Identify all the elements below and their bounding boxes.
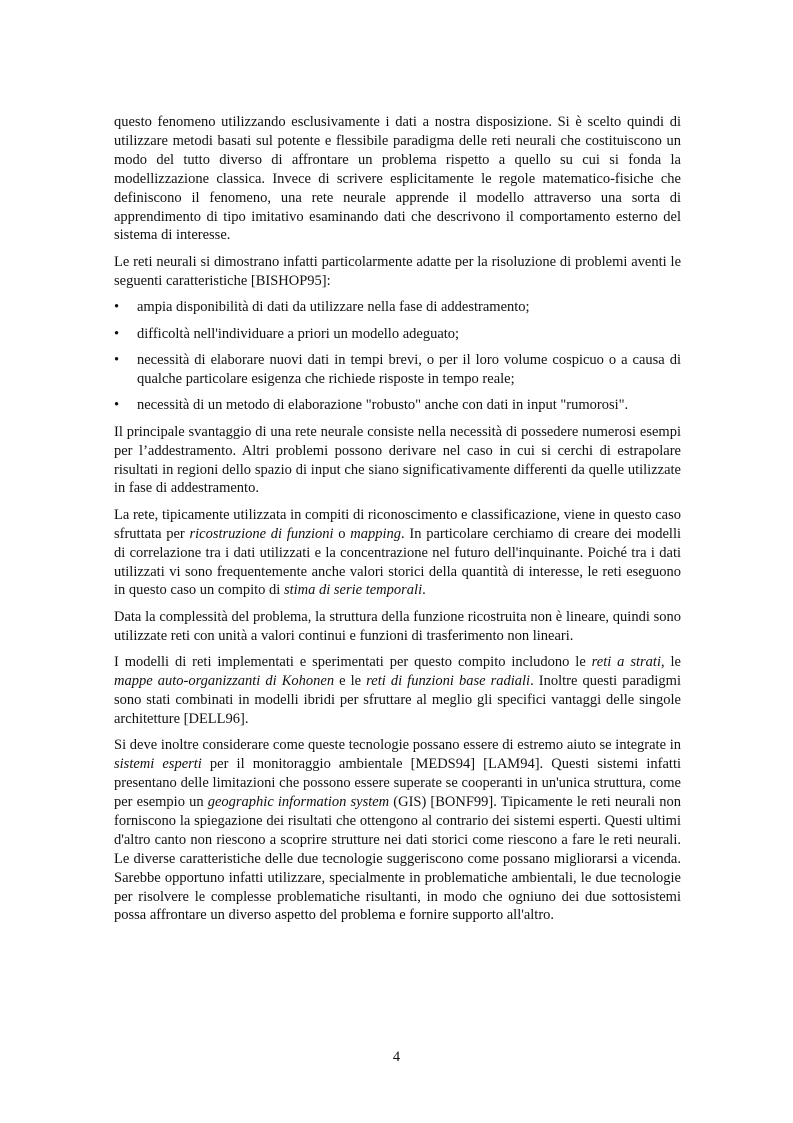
text-run: . (422, 582, 426, 599)
page-number: 4 (392, 1049, 401, 1065)
italic-term: mapping (350, 525, 402, 542)
text-run: . Inoltre questi paradigmi sono stati combinati in modelli ibridi per sfruttare al meglio gli specifici vantaggi delle singole architetture [DELL96]. (114, 673, 681, 727)
bullet-icon: • (114, 325, 120, 342)
text-run: I modelli di reti implementati e sperimentati per questo compito includono le (114, 654, 592, 671)
list-item-text: necessità di elaborare nuovi dati in tempi brevi, o per il loro volume cospicuo o a causa di qualche particolare esigenza che richiede risposte in tempo reale; (137, 351, 681, 387)
text-run: , le (660, 654, 681, 671)
italic-term: geographic information system (207, 794, 390, 810)
list-item (114, 396, 681, 415)
text-run: o (333, 525, 351, 542)
paragraph-1: questo fenomeno utilizzando esclusivamente i dati a nostra disposizione. Si è scelto quindi di utilizzare metodi basati sul potente e flessibile paradigma delle reti neurali che costituiscono un modo del tutto diverso di affrontare un problema rispetto a quello su cui si fonda la modellizzazione classica. Invece di scrivere esplicitamente le regole matematico-fisiche che definiscono il fenomeno, una rete neurale apprende il modello attraverso una sorta di apprendimento di tipo imitativo esaminando dati che descrivono il comportamento esterno del sistema di interesse. (114, 114, 681, 244)
list-item-text: difficoltà nell'individuare a priori un modello adeguato; (137, 325, 460, 342)
paragraph-2: Le reti neurali si dimostrano infatti particolarmente adatte per la risoluzione di problemi aventi le seguenti caratteristiche [BISHOP95]: (114, 253, 681, 289)
text-run: per il monitoraggio ambientale [MEDS94] [LAM94]. Questi sistemi infatti presentano delle limitazioni che possono essere superate se cooperanti in un'unica struttura, come per esempio un (114, 756, 681, 810)
body-text (114, 113, 681, 933)
italic-term: mappe auto-organizzanti di Kohonen (114, 673, 335, 690)
text-run: La rete, tipicamente utilizzata in compiti di riconoscimento e classificazione, viene in questo caso sfruttata per (114, 506, 681, 542)
bullet-icon: • (114, 397, 120, 414)
paragraph-7 (114, 736, 681, 925)
list-item (114, 351, 681, 389)
italic-term: stima di serie temporali (283, 582, 423, 599)
paragraph-5: Data la complessità del problema, la struttura della funzione ricostruita non è lineare, quindi sono utilizzate reti con unità a valori continui e funzioni di trasferimento non lineari. (114, 608, 681, 644)
list-item (114, 298, 681, 317)
italic-term: reti a strati (591, 654, 661, 671)
characteristics-list (114, 298, 681, 415)
text-run: (GIS) [BONF99]. Tipicamente le reti neurali non forniscono la spiegazione dei risultati che ottengono al contrario dei sistemi esperti. Questi ultimi d'altro canto non riescono a scoprire strutture nei dati storici come riescono a fare le reti neurali. Le diverse caratteristiche delle due tecnologie suggeriscono come possano migliorarsi a vicenda. Sarebbe opportuno infatti utilizzare, specialmente in problematiche ambientali, le due tecnologie per risolvere le complesse problematiche risultanti, in modo che ogniuno dei due sottosistemi possa affrontare un diverso aspetto del problema e fornire supporto all'altro. (114, 794, 681, 924)
italic-term: reti di funzioni base radiali (366, 673, 531, 690)
text-run: . In particolare cerchiamo di creare dei modelli di correlazione tra i dati utilizzati e la concentrazione nel futuro dell'inquinante. Poiché tra i dati utilizzati vi sono frequentemente anche valori storici della quantità di interesse, le reti eseguono in questo caso un compito di (114, 525, 682, 599)
paragraph-6 (114, 653, 681, 729)
text-run: Si deve inoltre considerare come queste tecnologie possano essere di estremo aiuto se integrate in (114, 737, 681, 754)
italic-term: sistemi esperti (114, 756, 202, 773)
bullet-icon: • (114, 351, 120, 368)
paragraph-3: Il principale svantaggio di una rete neurale consiste nella necessità di possedere numerosi esempi per l’addestramento. Altri problemi possono derivare nel caso in cui si cerchi di estrapolare risultati in regioni dello spazio di input che siano significativamente differenti da quelle utilizzate in fase di addestramento. (114, 423, 681, 497)
bullet-icon: • (114, 299, 120, 316)
text-run: e le (334, 673, 367, 690)
list-item-text: necessità di un metodo di elaborazione "robusto" anche con dati in input "rumorosi". (137, 397, 629, 414)
italic-term: ricostruzione di funzioni (189, 525, 334, 542)
paragraph-4 (114, 506, 681, 601)
list-item (114, 325, 681, 344)
list-item-text: ampia disponibilità di dati da utilizzare nella fase di addestramento; (137, 299, 530, 316)
